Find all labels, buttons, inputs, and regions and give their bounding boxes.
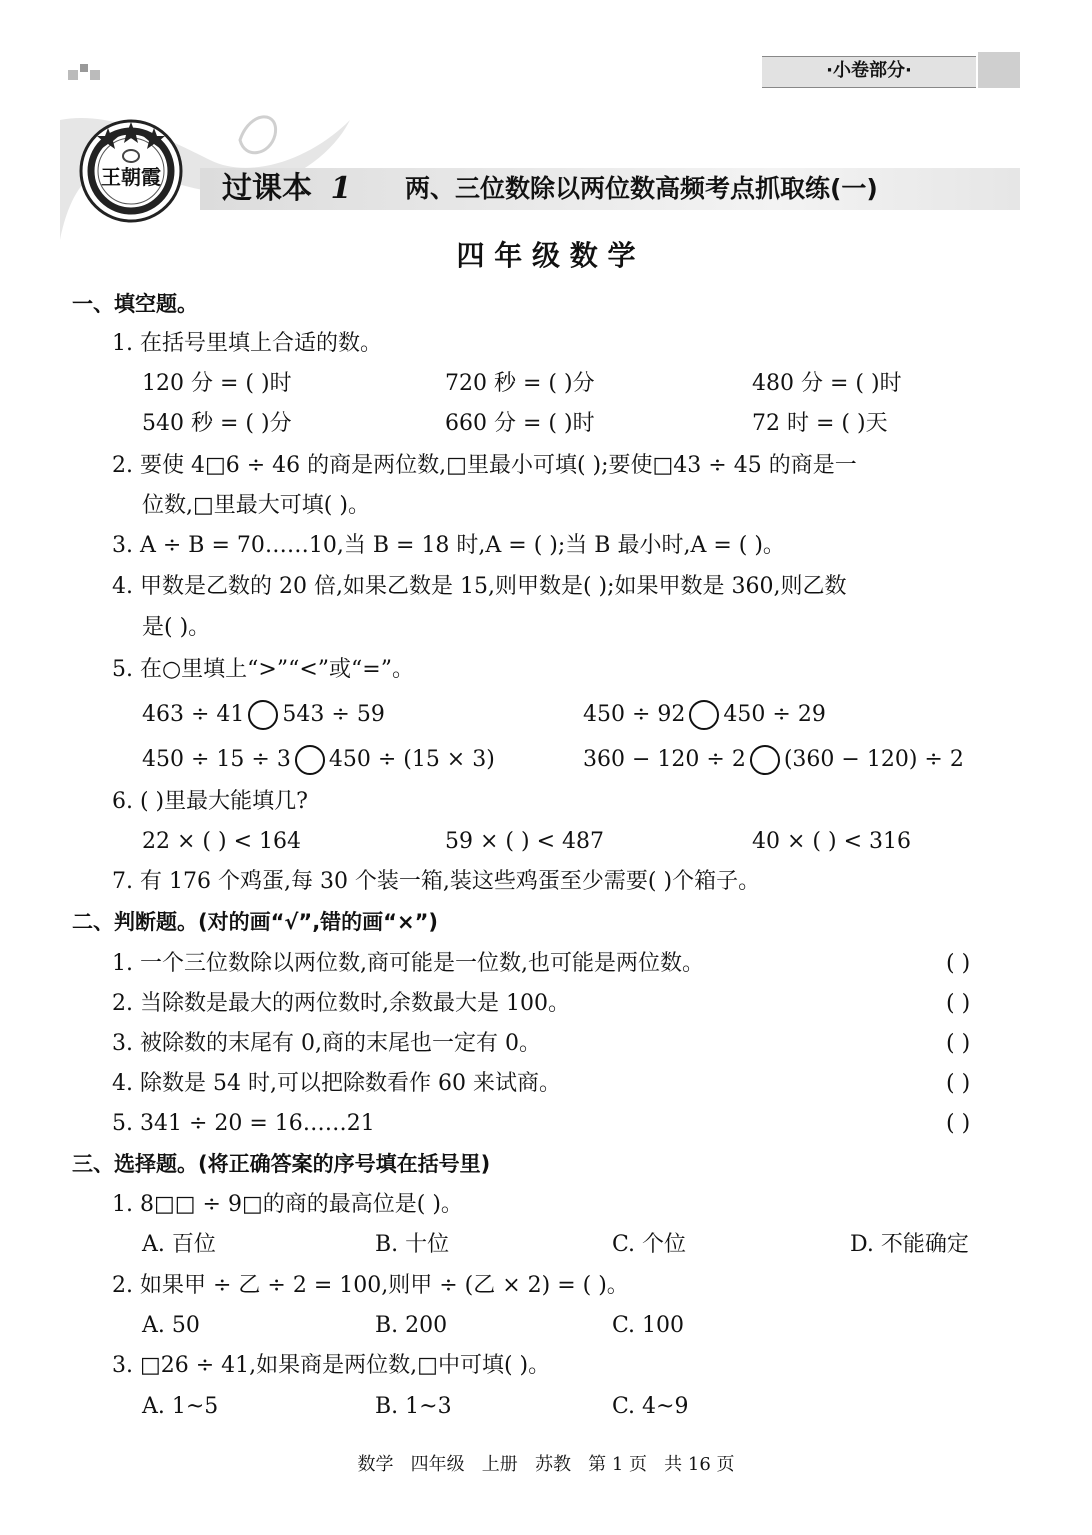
s1-q6: 6. ( )里最大能填几? <box>112 789 308 814</box>
compare-right: (360 − 120) ÷ 2 <box>783 747 964 772</box>
s1-q1-item-1: 120 分 = ( )时 <box>142 371 292 396</box>
lesson-label <box>222 168 351 210</box>
s1-q3: 3. A ÷ B = 70……10,当 B = 18 时,A = ( );当 B 最小时,A = ( )。 <box>112 533 785 558</box>
compare-right: 543 ÷ 59 <box>282 702 385 727</box>
s3-q3-option-b: B. 1~3 <box>375 1394 452 1419</box>
s1-q4-line2: 是( )。 <box>142 615 211 640</box>
lesson-label-text: 过课本 <box>222 171 312 206</box>
s3-q3: 3. □26 ÷ 41,如果商是两位数,□中可填( )。 <box>112 1353 551 1378</box>
s1-q1-item-5: 660 分 = ( )时 <box>445 411 595 436</box>
s2-item-5: 5. 341 ÷ 20 = 16……21 <box>112 1111 375 1136</box>
s2-item-2: 2. 当除数是最大的两位数时,余数最大是 100。 <box>112 991 570 1016</box>
compare-left: 450 ÷ 15 ÷ 3 <box>142 747 291 772</box>
compare-right: 450 ÷ 29 <box>723 702 826 727</box>
s3-q3-option-a: A. 1~5 <box>142 1394 219 1419</box>
s2-item-4: 4. 除数是 54 时,可以把除数看作 60 来试商。 <box>112 1071 561 1096</box>
compare-right: 450 ÷ (15 × 3) <box>328 747 495 772</box>
s2-item-1: 1. 一个三位数除以两位数,商可能是一位数,也可能是两位数。 <box>112 951 704 976</box>
compare-circle[interactable] <box>750 745 780 775</box>
s3-q3-option-c: C. 4~9 <box>612 1394 689 1419</box>
section-tag-block <box>978 52 1020 88</box>
s1-q2-line2: 位数,□里最大可填( )。 <box>142 493 370 518</box>
s1-q5-compare-1 <box>142 700 385 730</box>
section2-title: 二、判断题。(对的画“√”,错的画“×”) <box>72 910 438 934</box>
lesson-topic: 两、三位数除以两位数高频考点抓取练(一) <box>405 174 878 203</box>
s3-q1-option-a: A. 百位 <box>142 1232 216 1257</box>
compare-left: 360 − 120 ÷ 2 <box>583 747 746 772</box>
s1-q1-item-2: 720 秒 = ( )分 <box>445 371 595 396</box>
compare-circle[interactable] <box>248 700 278 730</box>
page-title: 四 年 级 数 学 <box>456 239 636 272</box>
compare-left: 450 ÷ 92 <box>583 702 686 727</box>
s3-q2-option-c: C. 100 <box>612 1313 685 1338</box>
s3-q1-option-d: D. 不能确定 <box>850 1232 969 1257</box>
s1-q5-compare-4 <box>583 745 964 775</box>
s1-q5-compare-3 <box>142 745 495 775</box>
corner-decoration <box>68 64 108 84</box>
s2-answer-5[interactable]: ( ) <box>946 1111 971 1136</box>
s3-q2-option-b: B. 200 <box>375 1313 448 1338</box>
section3-title: 三、选择题。(将正确答案的序号填在括号里) <box>72 1152 491 1176</box>
s1-q2-line1: 2. 要使 4□6 ÷ 46 的商是两位数,□里最小可填( );要使□43 ÷ 45 的商是一 <box>112 453 857 478</box>
page-footer: 数学 四年级 上册 苏教 第 1 页 共 16 页 <box>357 1454 735 1475</box>
lesson-number: 1 <box>330 171 352 206</box>
s3-q1: 1. 8□□ ÷ 9□的商的最高位是( )。 <box>112 1192 463 1217</box>
compare-circle[interactable] <box>689 700 719 730</box>
s2-answer-3[interactable]: ( ) <box>946 1031 971 1056</box>
section1-title: 一、填空题。 <box>72 292 198 316</box>
s2-answer-4[interactable]: ( ) <box>946 1071 971 1096</box>
compare-left: 463 ÷ 41 <box>142 702 245 727</box>
s1-q1-item-4: 540 秒 = ( )分 <box>142 411 292 436</box>
s1-q1-item-3: 480 分 = ( )时 <box>752 371 902 396</box>
logo-seal <box>78 118 184 224</box>
s1-q6-item-3: 40 × ( ) < 316 <box>752 829 911 854</box>
s2-answer-1[interactable]: ( ) <box>946 951 971 976</box>
s1-q4-line1: 4. 甲数是乙数的 20 倍,如果乙数是 15,则甲数是( );如果甲数是 360,则乙数 <box>112 574 847 599</box>
s1-q6-item-1: 22 × ( ) < 164 <box>142 829 301 854</box>
s1-q7: 7. 有 176 个鸡蛋,每 30 个装一箱,装这些鸡蛋至少需要( )个箱子。 <box>112 869 761 894</box>
s1-q1: 1. 在括号里填上合适的数。 <box>112 331 382 356</box>
s3-q2-option-a: A. 50 <box>142 1313 200 1338</box>
section-tag: ·小卷部分· <box>826 60 912 81</box>
s3-q2: 2. 如果甲 ÷ 乙 ÷ 2 = 100,则甲 ÷ (乙 × 2) = ( )。 <box>112 1273 629 1298</box>
s3-q1-option-b: B. 十位 <box>375 1232 450 1257</box>
compare-circle[interactable] <box>295 745 325 775</box>
s2-answer-2[interactable]: ( ) <box>946 991 971 1016</box>
s3-q1-option-c: C. 个位 <box>612 1232 687 1257</box>
s1-q5-compare-2 <box>583 700 826 730</box>
s2-item-3: 3. 被除数的末尾有 0,商的末尾也一定有 0。 <box>112 1031 541 1056</box>
s1-q6-item-2: 59 × ( ) < 487 <box>445 829 604 854</box>
logo-text: 王朝霞 <box>101 165 161 189</box>
s1-q1-item-6: 72 时 = ( )天 <box>752 411 888 436</box>
s1-q5: 5. 在○里填上“>”“<”或“=”。 <box>112 657 414 682</box>
